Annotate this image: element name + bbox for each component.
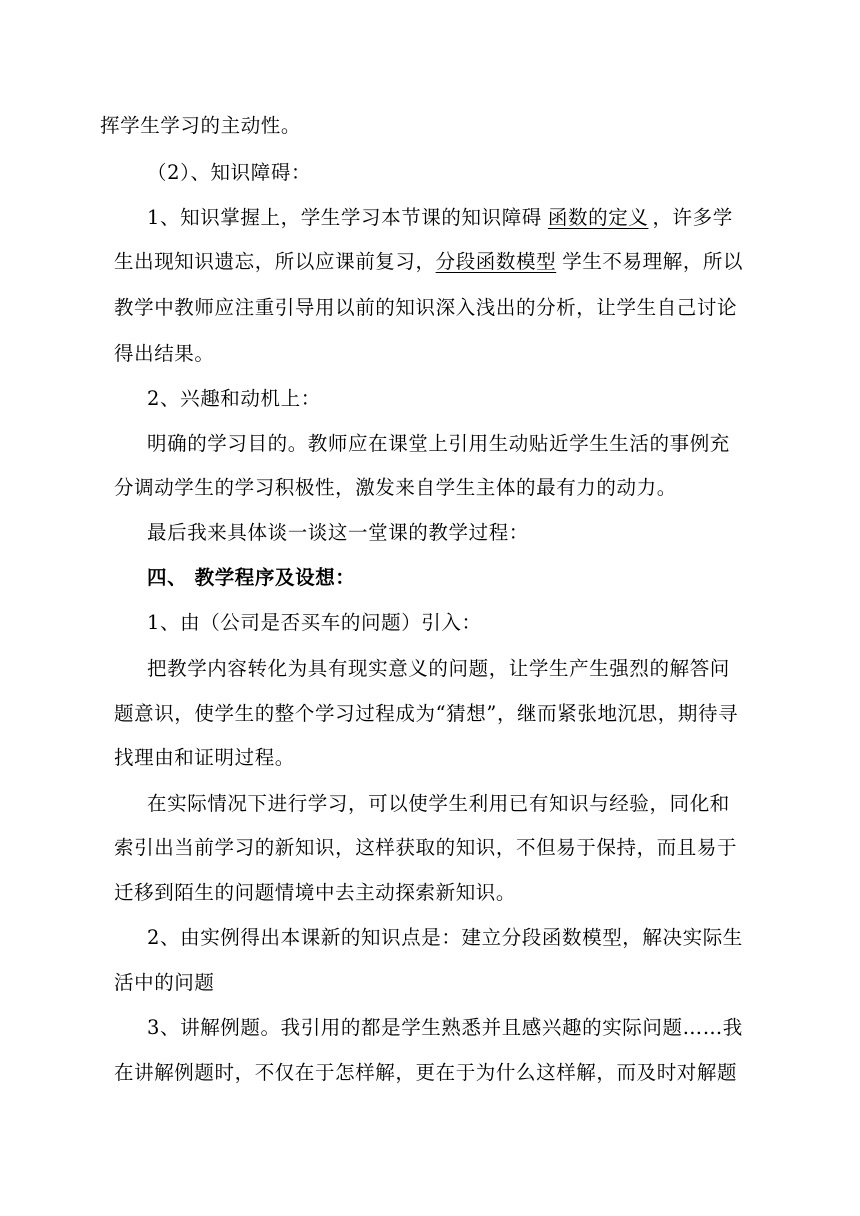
text-line	[114, 475, 677, 501]
text-line	[147, 925, 743, 951]
text-span: 明确的学习目的。教师应在课堂上引用生动贴近学生生活的事例充	[147, 432, 730, 455]
underlined-term-function-definition: 函数的定义	[547, 206, 649, 229]
text-line	[100, 113, 301, 139]
text-span: 3、讲解例题。我引用的都是学生熟悉并且感兴趣的实际问题……我	[147, 1016, 743, 1039]
section-heading-knowledge-obstacles	[147, 160, 311, 186]
text-line	[147, 1015, 743, 1041]
text-span: 1、由（公司是否买车的问题）引入：	[147, 611, 482, 634]
text-span: 生出现知识遗忘，所以应课前复习，	[114, 250, 436, 273]
text-line	[147, 431, 730, 457]
text-line	[114, 745, 295, 771]
text-line	[147, 386, 321, 412]
text-line	[147, 656, 730, 682]
text-span: 题意识，使学生的整个学习过程成为“猜想”，继而紧张地沉思，期待寻	[114, 702, 739, 725]
text-span: 把教学内容转化为具有现实意义的问题，让学生产生强烈的解答问	[147, 657, 730, 680]
text-span: 1、知识掌握上，学生学习本节课的知识障碍	[147, 206, 542, 229]
text-span: 活中的问题	[114, 971, 215, 994]
section-heading-teaching-procedure	[147, 565, 355, 591]
text-line	[147, 520, 529, 546]
underlined-term-piecewise-function-model: 分段函数模型	[435, 250, 557, 273]
text-span: ，许多学	[652, 206, 733, 229]
text-line	[114, 1060, 737, 1086]
text-span: 在实际情况下进行学习，可以使学生利用已有知识与经验，同化和	[147, 792, 730, 815]
text-span: 分调动学生的学习积极性，激发来自学生主体的最有力的动力。	[114, 476, 677, 499]
text-span: 教学中教师应注重引导用以前的知识深入浅出的分析，让学生自己讨论	[114, 296, 738, 319]
text-line	[147, 610, 482, 636]
text-span: 找理由和证明过程。	[114, 746, 295, 769]
text-line	[114, 835, 737, 861]
text-span: 迁移到陌生的问题情境中去主动探索新知识。	[114, 881, 517, 904]
text-span: 最后我来具体谈一谈这一堂课的教学过程：	[147, 521, 529, 544]
text-span: 2、由实例得出本课新的知识点是：建立分段函数模型，解决实际生	[147, 926, 743, 949]
text-span: 得出结果。	[114, 342, 215, 365]
text-line	[114, 880, 516, 906]
text-span: 2、兴趣和动机上：	[147, 387, 321, 410]
text-line	[114, 701, 738, 727]
text-span: 学生不易理解，所以	[562, 250, 744, 273]
text-line	[114, 970, 215, 996]
text-line	[114, 249, 743, 275]
text-span: （2）、知识障碍：	[147, 161, 312, 184]
text-span: 四、 教学程序及设想：	[147, 566, 356, 589]
text-span: 在讲解例题时，不仅在于怎样解，更在于为什么这样解，而及时对解题	[114, 1061, 738, 1084]
text-line	[114, 341, 215, 367]
text-span: 挥学生学习的主动性。	[100, 114, 302, 137]
text-line	[114, 295, 737, 321]
text-span: 索引出当前学习的新知识，这样获取的知识，不但易于保持，而且易于	[114, 836, 738, 859]
text-line	[147, 791, 730, 817]
text-line	[147, 205, 733, 231]
